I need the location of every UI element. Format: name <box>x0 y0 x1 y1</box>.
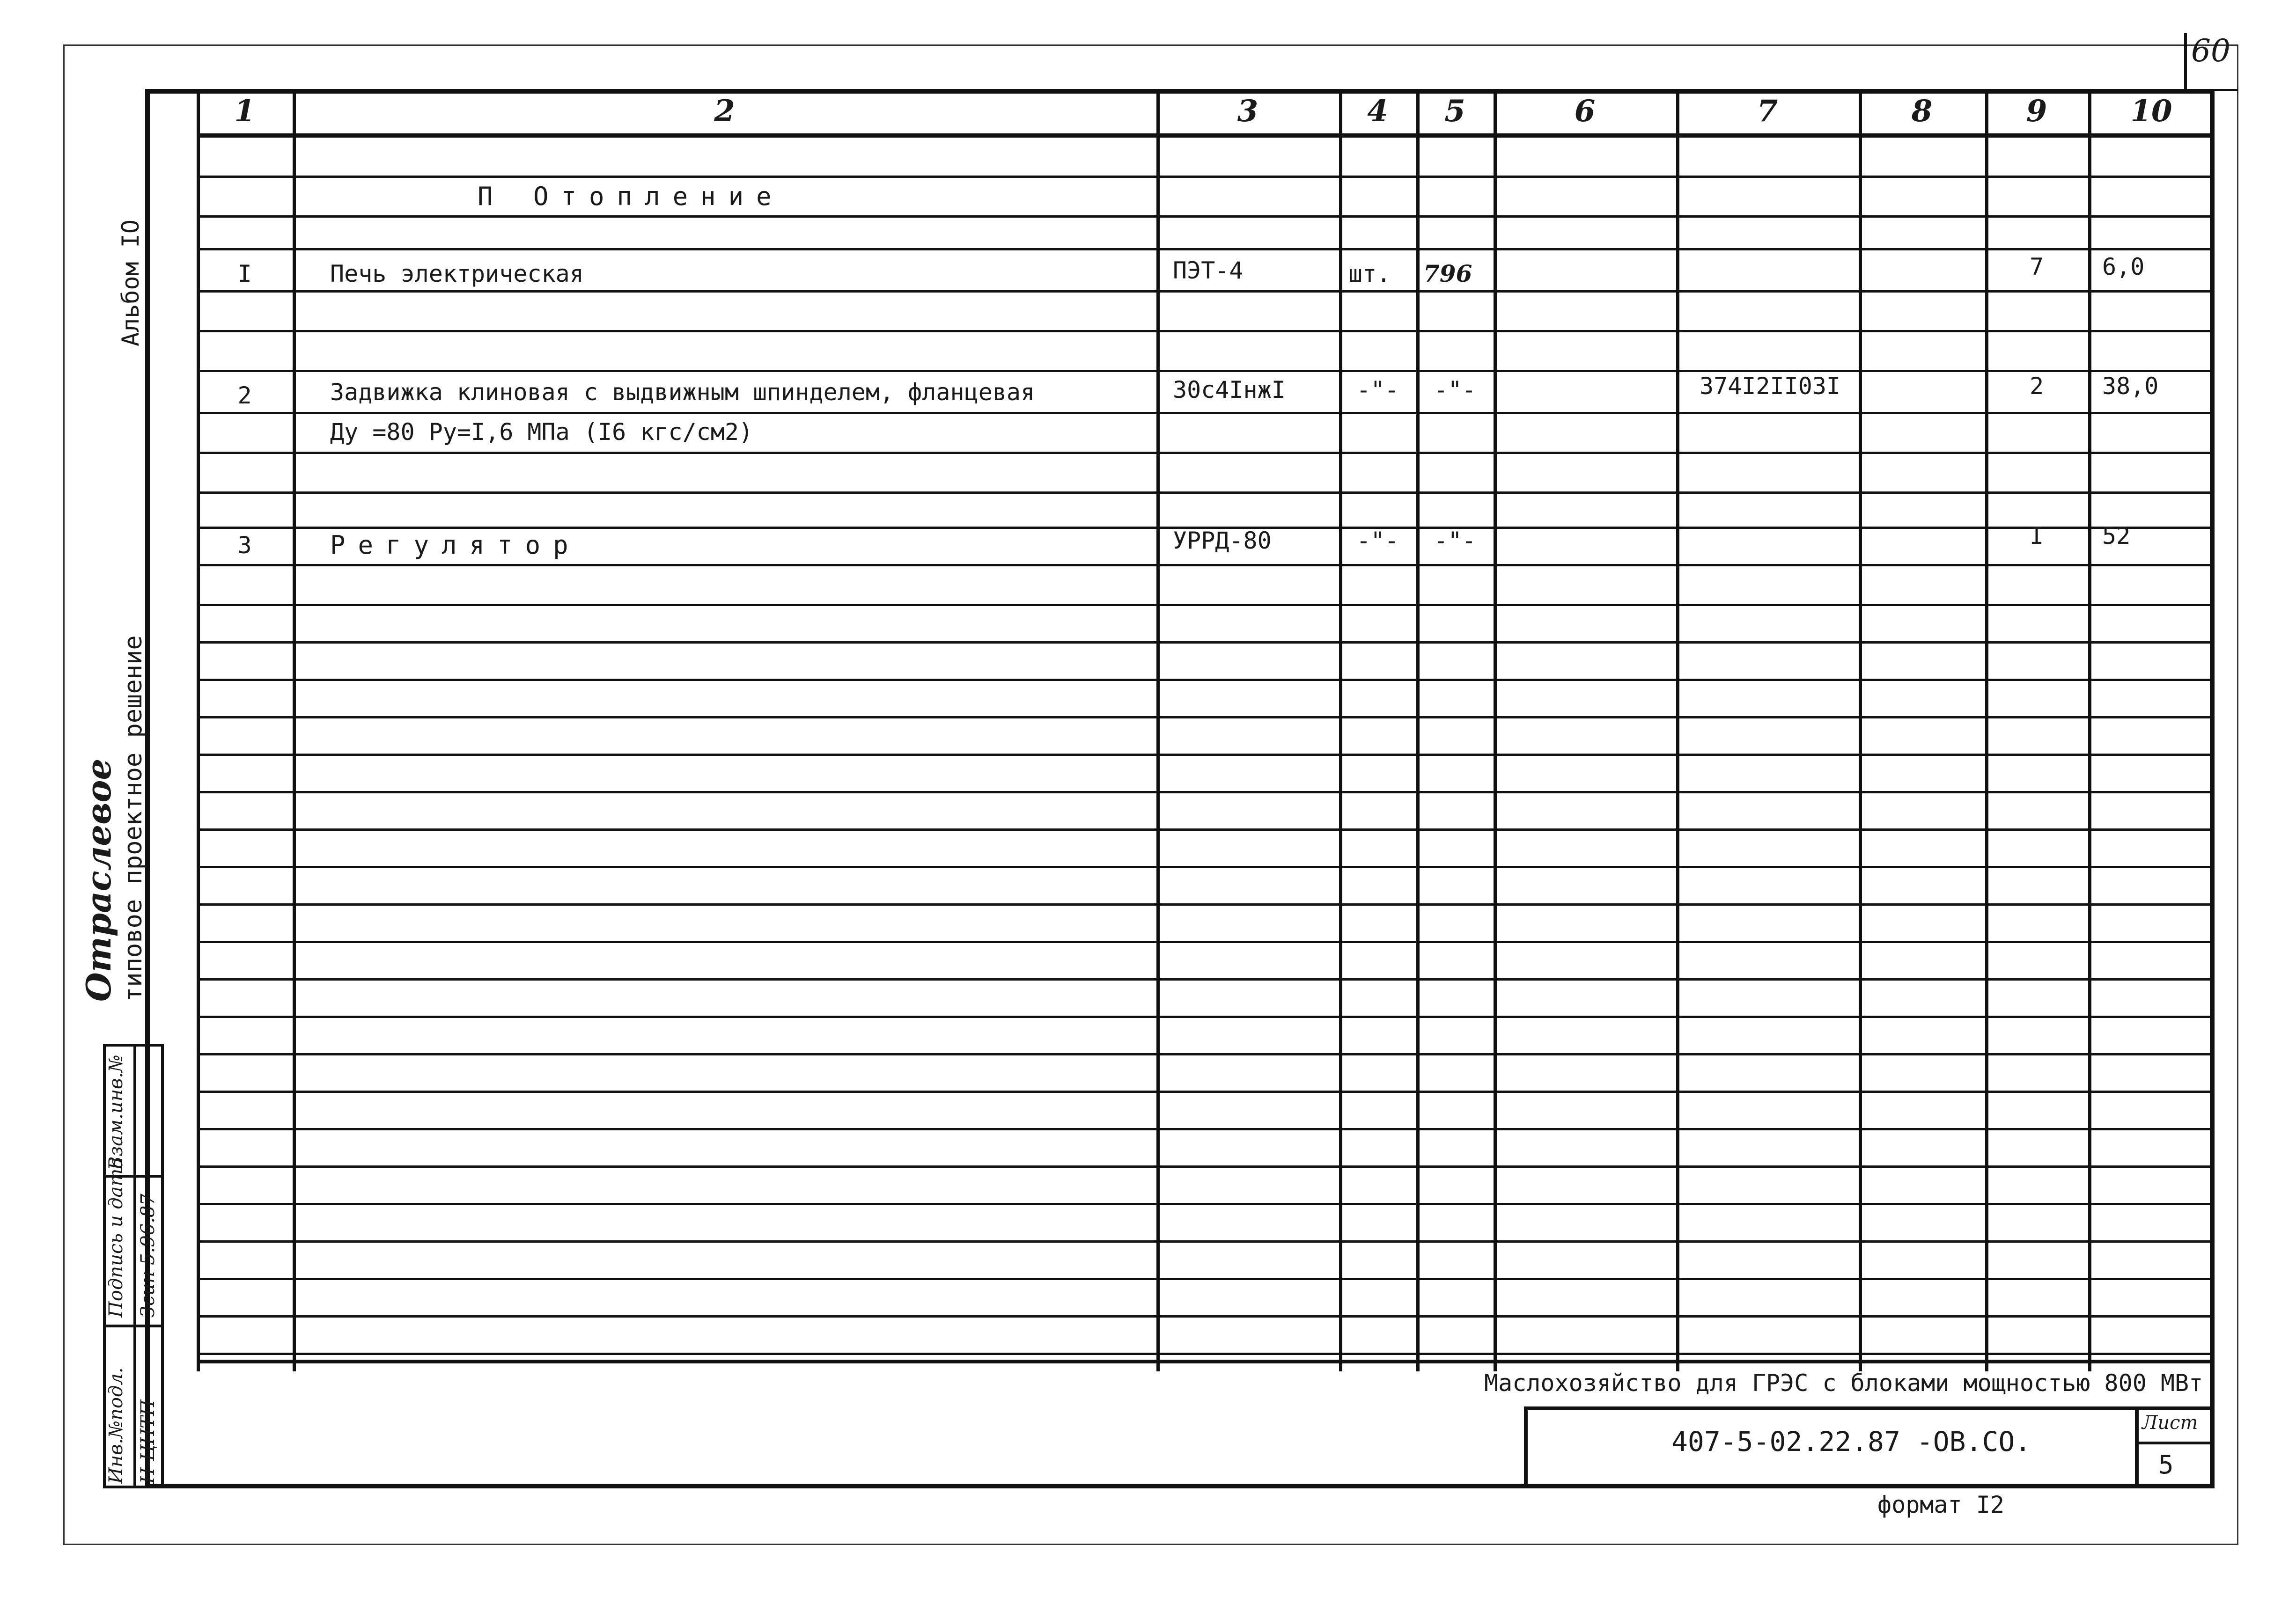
row-2-unit: -"- <box>1356 376 1399 403</box>
column-divider-8 <box>1859 89 1862 1371</box>
row-line <box>197 1240 2210 1243</box>
album-label: Альбом IO <box>117 220 144 346</box>
row-line <box>197 452 2210 454</box>
row-line <box>197 754 2210 756</box>
column-divider-4 <box>1339 89 1342 1371</box>
row-2-name: Задвижка клиновая с выдвижным шпинделем, фланцевая <box>330 379 1035 406</box>
row-line <box>197 370 2210 372</box>
row-line <box>197 1353 2210 1355</box>
row-line <box>197 903 2210 906</box>
row-2-type: 30с4IнжI <box>1173 376 1286 403</box>
header-col-1: 1 <box>234 94 255 129</box>
row-1-quantity: 7 <box>2029 253 2044 280</box>
row-line <box>197 412 2210 414</box>
stamp-sign-value: Зсин 5.96.87 <box>137 1194 159 1318</box>
sheet-number: 60 <box>2191 33 2230 69</box>
row-line <box>197 1278 2210 1280</box>
row-3-position: 3 <box>237 532 252 559</box>
row-1-unit: шт. <box>1348 260 1391 287</box>
row-3-quantity: I <box>2029 522 2044 549</box>
column-divider-10 <box>2088 89 2091 1371</box>
row-1-type: ПЭТ-4 <box>1173 257 1244 284</box>
row-line <box>197 491 2210 494</box>
column-divider-5 <box>1416 89 1420 1371</box>
row-3-type: УРРД-80 <box>1173 527 1272 554</box>
section-heading: П Отопление <box>478 182 784 211</box>
row-1-mass: 6,0 <box>2102 253 2145 280</box>
row-3-mass: 52 <box>2102 522 2131 549</box>
header-col-8: 8 <box>1911 94 1933 129</box>
format-label: формат I2 <box>1877 1491 2004 1518</box>
row-2-mass: 38,0 <box>2102 373 2159 400</box>
header-col-5: 5 <box>1444 94 1465 129</box>
row-line <box>197 176 2210 178</box>
header-col-2: 2 <box>714 94 735 129</box>
row-line <box>197 641 2210 644</box>
sheet-label: Лист <box>2142 1412 2198 1434</box>
project-description: Маслохозяйство для ГРЭС с блоками мощностью 800 МВт <box>1484 1370 2203 1397</box>
row-1-unit-code: 796 <box>1423 260 1472 287</box>
row-line <box>197 791 2210 793</box>
header-col-9: 9 <box>2026 94 2047 129</box>
row-line <box>197 290 2210 293</box>
title-block-sheet-line <box>2135 1442 2215 1444</box>
row-line <box>197 1165 2210 1168</box>
row-line <box>197 978 2210 981</box>
row-line <box>197 941 2210 943</box>
row-line <box>197 716 2210 718</box>
row-line <box>197 1128 2210 1130</box>
row-line <box>197 604 2210 606</box>
column-divider-6 <box>1494 89 1497 1371</box>
header-col-3: 3 <box>1237 94 1258 129</box>
solution-type-line1: Отраслевое <box>79 758 118 1002</box>
column-divider-9 <box>1985 89 1988 1371</box>
row-3-unit: -"- <box>1356 527 1399 554</box>
row-line <box>197 1016 2210 1018</box>
header-col-4: 4 <box>1367 94 1388 129</box>
row-2-quantity: 2 <box>2029 373 2044 400</box>
row-line <box>197 1091 2210 1093</box>
column-divider-2 <box>293 89 296 1371</box>
column-divider-3 <box>1156 89 1160 1371</box>
row-2-name-spec: Ду =80 Ру=I,6 МПа (I6 кгс/см2) <box>330 418 753 446</box>
row-line <box>197 866 2210 868</box>
header-col-10: 10 <box>2130 94 2172 129</box>
row-line <box>197 564 2210 566</box>
row-line <box>197 1360 2210 1363</box>
stamp-sign-label: Подпись и дата <box>105 1157 127 1318</box>
row-3-name: Регулятор <box>330 530 581 560</box>
row-1-name: Печь электрическая <box>330 260 584 287</box>
stamp-replace-label: Взам.инв.№ <box>105 1055 127 1170</box>
row-line <box>197 828 2210 831</box>
row-line <box>197 1053 2210 1055</box>
stamp-divider-mid <box>133 1044 136 1488</box>
row-line <box>197 679 2210 681</box>
row-2-position: 2 <box>237 382 252 409</box>
sheet-value: 5 <box>2158 1450 2174 1479</box>
row-line <box>197 248 2210 250</box>
stamp-inv-value: Н-ЦНТП <box>137 1399 159 1484</box>
stamp-inv-label: Инв.№подл. <box>105 1367 127 1484</box>
header-col-6: 6 <box>1574 94 1596 129</box>
row-1-position: I <box>237 260 252 287</box>
row-line <box>197 330 2210 332</box>
row-2-catalog-code: 374I2II03I <box>1700 373 1841 400</box>
document-code: 407-5-02.22.87 -ОВ.СО. <box>1671 1426 2031 1458</box>
row-3-unit-code: -"- <box>1434 527 1476 554</box>
title-block-sheet-divider <box>2135 1406 2139 1488</box>
row-line <box>197 133 2210 138</box>
row-line <box>197 1315 2210 1318</box>
header-col-7: 7 <box>1757 94 1778 129</box>
row-line <box>197 215 2210 218</box>
row-line <box>197 1203 2210 1205</box>
row-2-unit-code: -"- <box>1434 376 1476 403</box>
solution-type-line2: типовое проектное решение <box>119 635 147 1002</box>
column-divider-7 <box>1676 89 1679 1371</box>
